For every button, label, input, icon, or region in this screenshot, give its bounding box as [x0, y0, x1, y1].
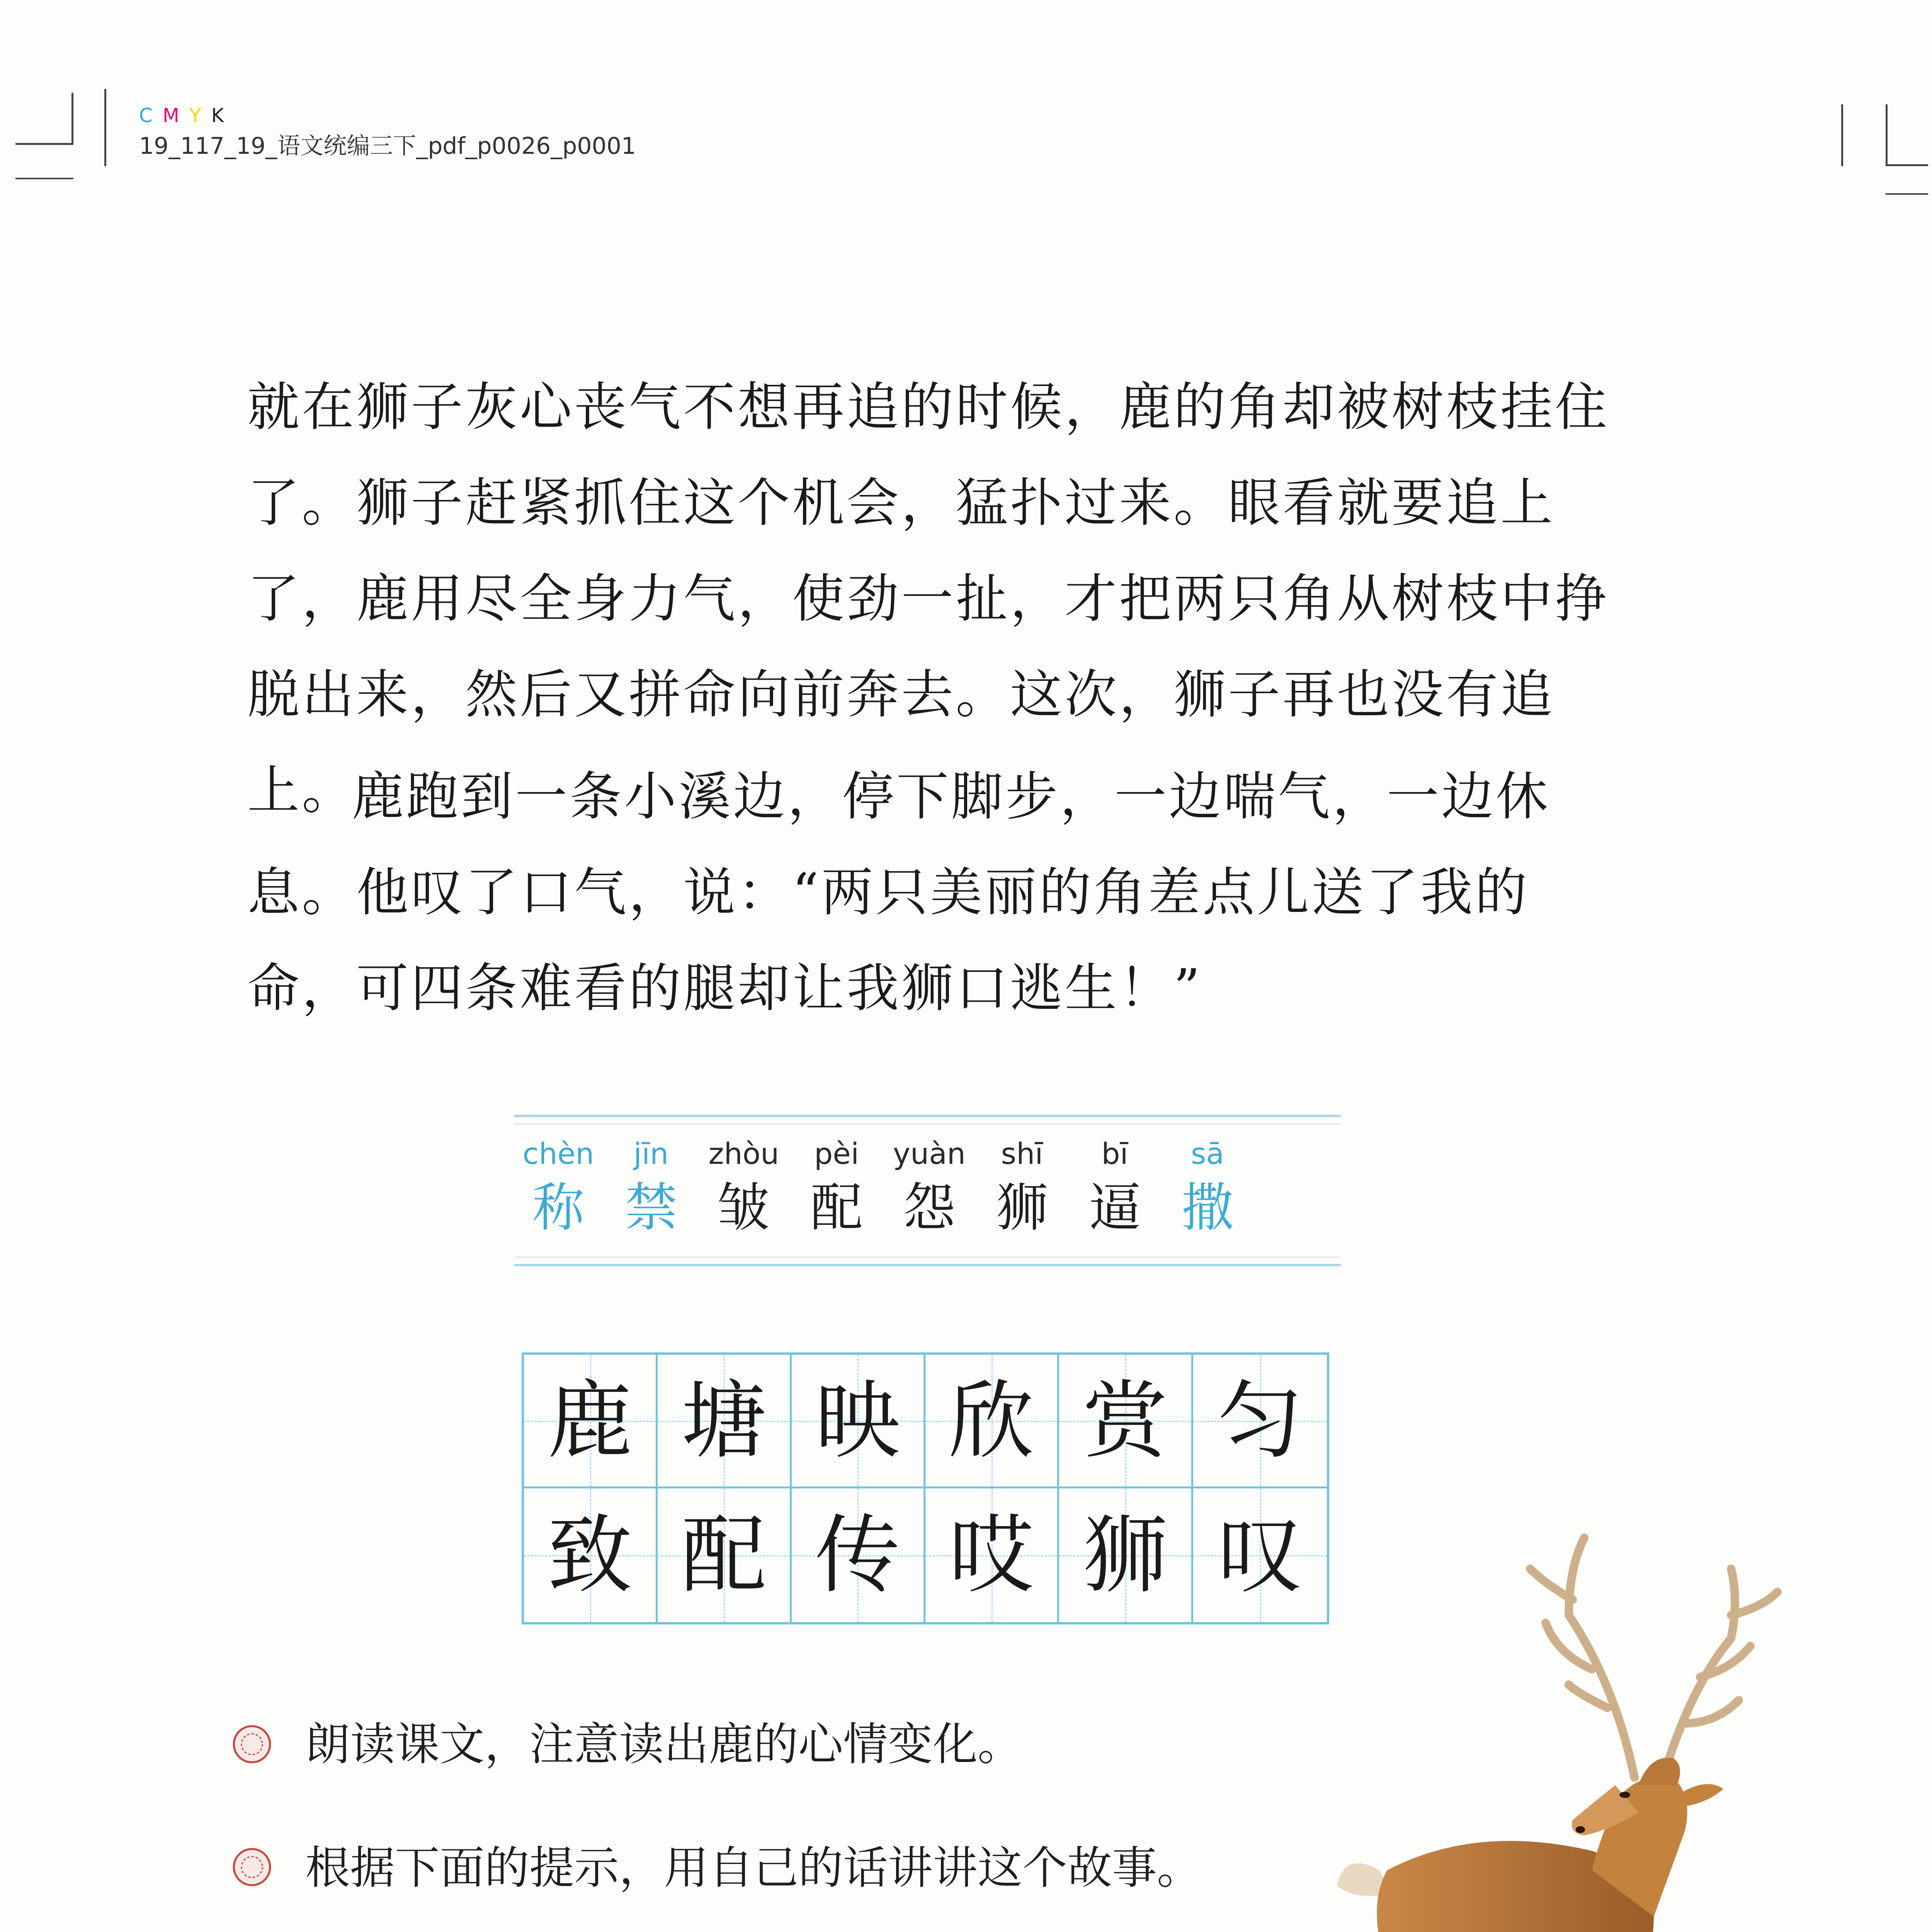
- cmyk-registration-label: CMYK: [139, 104, 234, 127]
- grid-cell: 欣: [925, 1355, 1059, 1488]
- pinyin-item: sā 撒: [1181, 1136, 1234, 1238]
- pinyin-item: shī 狮: [996, 1136, 1048, 1238]
- crop-mark: [71, 93, 73, 145]
- character-writing-grid: [522, 1352, 1329, 1624]
- story-paragraph-1: 就在狮子灰心丧气不想再追的时候，鹿的角却被树枝挂住了。狮子赶紧抓住这个机会，猛扑过来。眼看就要追上了，鹿用尽全身力气，使劲一扯，才把两只角从树枝中挣脱出来，然后又拼命向前奔去。这次，狮子再也没有追上。: [247, 377, 1609, 821]
- crop-mark: [1841, 104, 1843, 166]
- exercise-1-text: 朗读课文，注意读出鹿的心情变化。: [305, 1718, 1022, 1770]
- grid-cell: 鹿: [524, 1355, 658, 1488]
- story-paragraph-2: 鹿跑到一条小溪边，停下脚步，一边喘气，一边休息。他叹了口气，说：“两只美丽的角差点儿送了我的命，可四条难看的腿却让我狮口逃生！”: [247, 766, 1550, 1019]
- crop-mark: [1886, 193, 1928, 195]
- pinyin-character-box: [514, 1115, 1341, 1266]
- exercise-marker-icon: [232, 1724, 272, 1764]
- crop-mark: [104, 89, 106, 166]
- print-file-label: 19_117_19_语文统编三下_pdf_p0026_p0001: [139, 133, 636, 160]
- pinyin-item: bī 逼: [1088, 1136, 1141, 1238]
- grid-cell: 哎: [925, 1488, 1059, 1622]
- grid-cell: 狮: [1059, 1488, 1193, 1622]
- grid-cell: 赏: [1059, 1355, 1193, 1488]
- pinyin-item: jīn 禁: [625, 1136, 677, 1238]
- pinyin-item: pèi 配: [810, 1136, 863, 1238]
- grid-cell: 匀: [1193, 1355, 1327, 1488]
- crop-mark: [15, 178, 73, 179]
- grid-cell: 映: [792, 1355, 925, 1488]
- grid-cell: 配: [658, 1488, 791, 1622]
- deer-illustration: [1275, 1453, 1855, 1932]
- crop-mark: [1886, 104, 1888, 166]
- crop-mark: [15, 143, 73, 145]
- pinyin-item: chèn 称: [522, 1136, 594, 1238]
- grid-cell: 致: [524, 1488, 658, 1622]
- grid-cell: 传: [792, 1488, 925, 1622]
- grid-cell: 叹: [1193, 1488, 1327, 1622]
- exercise-2-text: 根据下面的提示，用自己的话讲讲这个故事。: [305, 1842, 1202, 1894]
- pinyin-item: zhòu 皱: [708, 1136, 779, 1238]
- crop-mark: [1886, 164, 1928, 166]
- pinyin-item: yuàn 怨: [893, 1136, 966, 1238]
- grid-cell: 塘: [658, 1355, 791, 1488]
- exercise-marker-icon: [232, 1847, 272, 1887]
